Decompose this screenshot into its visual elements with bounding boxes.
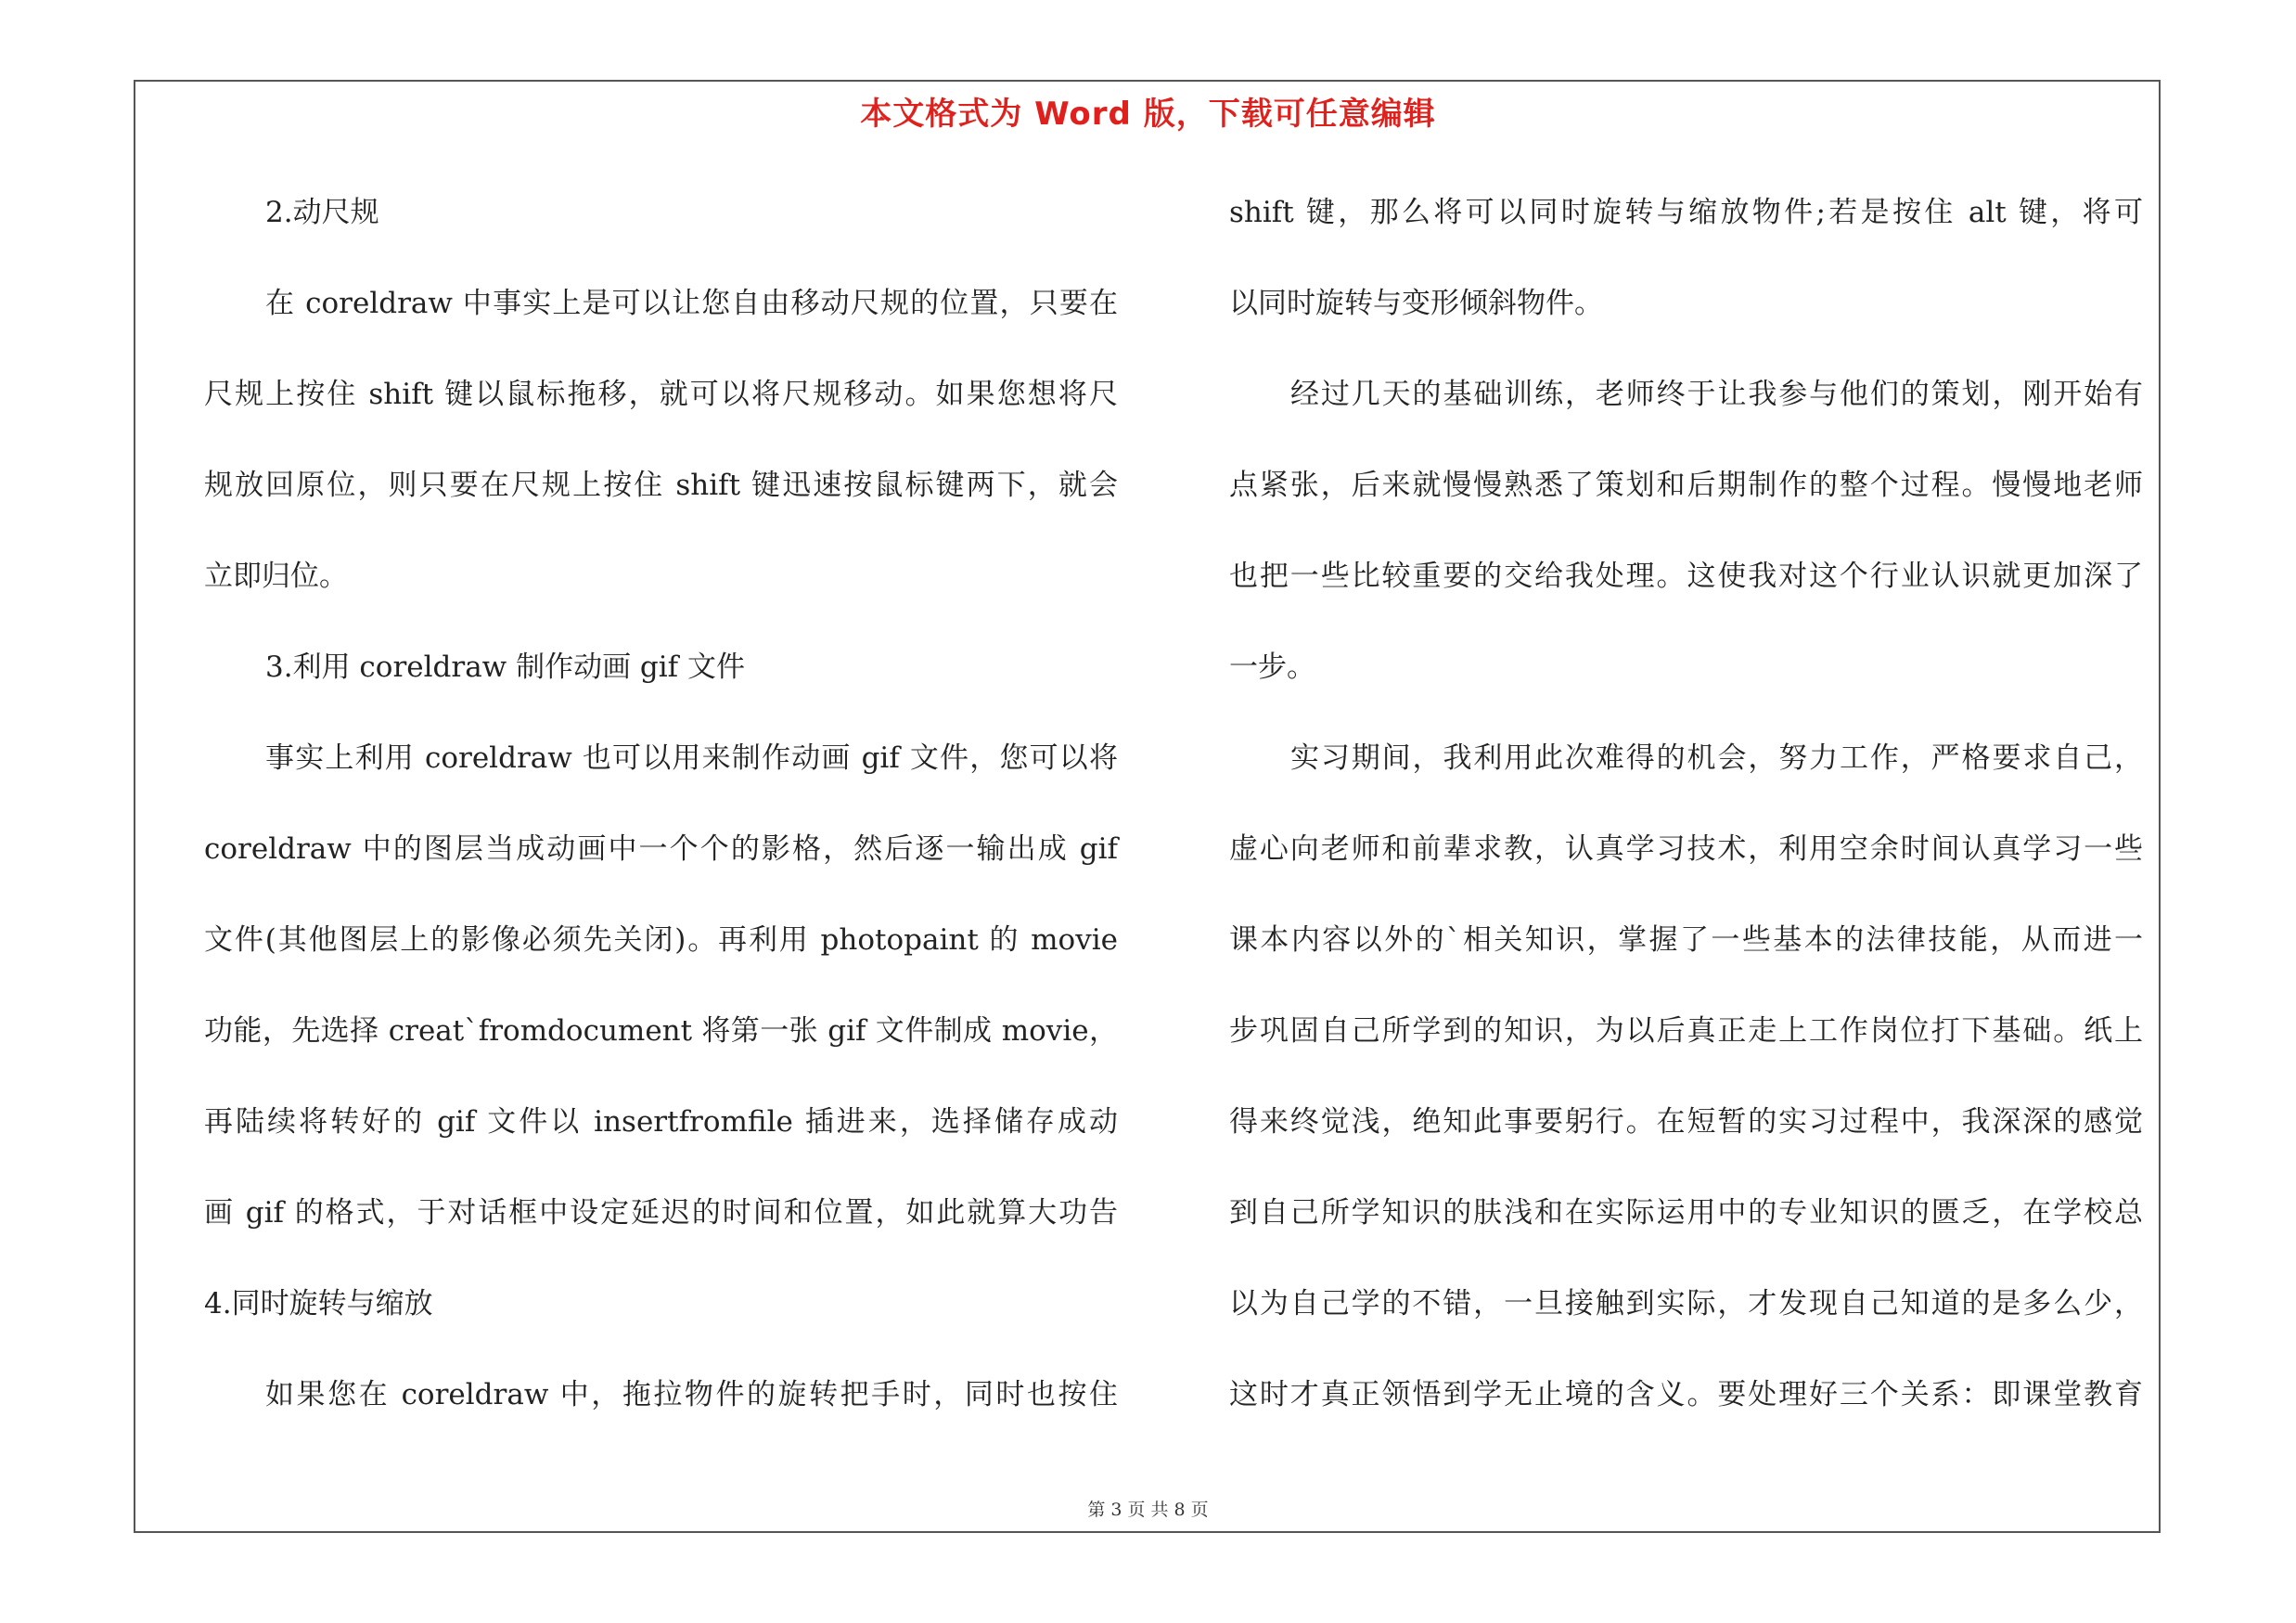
text-line: 3.利用 coreldraw 制作动画 gif 文件 (265, 650, 746, 684)
text-line: 再陆续将转好的 gif 文件以 insertfromfile 插进来，选择储存成动 (204, 1105, 1118, 1139)
text-line: 实习期间，我利用此次难得的机会，努力工作，严格要求自己， (1290, 741, 2143, 775)
text-line: 得来终觉浅，绝知此事要躬行。在短暂的实习过程中，我深深的感觉 (1229, 1105, 2143, 1139)
text-line: shift 键，那么将可以同时旋转与缩放物件;若是按住 alt 键，将可 (1229, 196, 2143, 229)
text-line: 课本内容以外的`相关知识，掌握了一些基本的法律技能，从而进一 (1229, 923, 2143, 957)
format-banner: 本文格式为 Word 版，下载可任意编辑 (860, 96, 1436, 133)
text-line: 虚心向老师和前辈求教，认真学习技术，利用空余时间认真学习一些 (1229, 832, 2143, 866)
text-line: 如果您在 coreldraw 中，拖拉物件的旋转把手时，同时也按住 (265, 1378, 1118, 1411)
text-line: 事实上利用 coreldraw 也可以用来制作动画 gif 文件，您可以将 (265, 741, 1118, 775)
text-line: 画 gif 的格式，于对话框中设定延迟的时间和位置，如此就算大功告 (204, 1196, 1118, 1230)
page-number-footer: 第 3 页 共 8 页 (1087, 1500, 1209, 1520)
text-line: 4.同时旋转与缩放 (204, 1287, 433, 1320)
text-line: 立即归位。 (204, 560, 348, 593)
text-line: 功能，先选择 creat`fromdocument 将第一张 gif 文件制成 movie， (204, 1014, 1118, 1048)
text-line: 经过几天的基础训练，老师终于让我参与他们的策划，刚开始有 (1290, 378, 2143, 411)
text-line: 在 coreldraw 中事实上是可以让您自由移动尺规的位置，只要在 (265, 287, 1118, 320)
text-line: 步巩固自己所学到的知识，为以后真正走上工作岗位打下基础。纸上 (1229, 1014, 2143, 1048)
text-line: 文件(其他图层上的影像必须先关闭)。再利用 photopaint 的 movie (204, 923, 1118, 957)
text-line: 到自己所学知识的肤浅和在实际运用中的专业知识的匮乏，在学校总 (1229, 1196, 2143, 1230)
text-line: coreldraw 中的图层当成动画中一个个的影格，然后逐一输出成 gif (204, 832, 1118, 866)
text-line: 2.动尺规 (265, 196, 379, 229)
text-line: 以为自己学的不错，一旦接触到实际，才发现自己知道的是多么少， (1229, 1287, 2143, 1320)
text-line: 点紧张，后来就慢慢熟悉了策划和后期制作的整个过程。慢慢地老师 (1229, 469, 2143, 502)
left-text-column (204, 182, 1118, 1455)
text-line: 规放回原位，则只要在尺规上按住 shift 键迅速按鼠标键两下，就会 (204, 469, 1118, 502)
text-line: 这时才真正领悟到学无止境的含义。要处理好三个关系：即课堂教育 (1229, 1378, 2143, 1411)
right-text-column (1229, 182, 2143, 1455)
text-line: 一步。 (1229, 650, 1315, 684)
text-line: 也把一些比较重要的交给我处理。这使我对这个行业认识就更加深了 (1229, 560, 2143, 593)
text-line: 尺规上按住 shift 键以鼠标拖移，就可以将尺规移动。如果您想将尺 (204, 378, 1118, 411)
text-line: 以同时旋转与变形倾斜物件。 (1229, 287, 1603, 320)
